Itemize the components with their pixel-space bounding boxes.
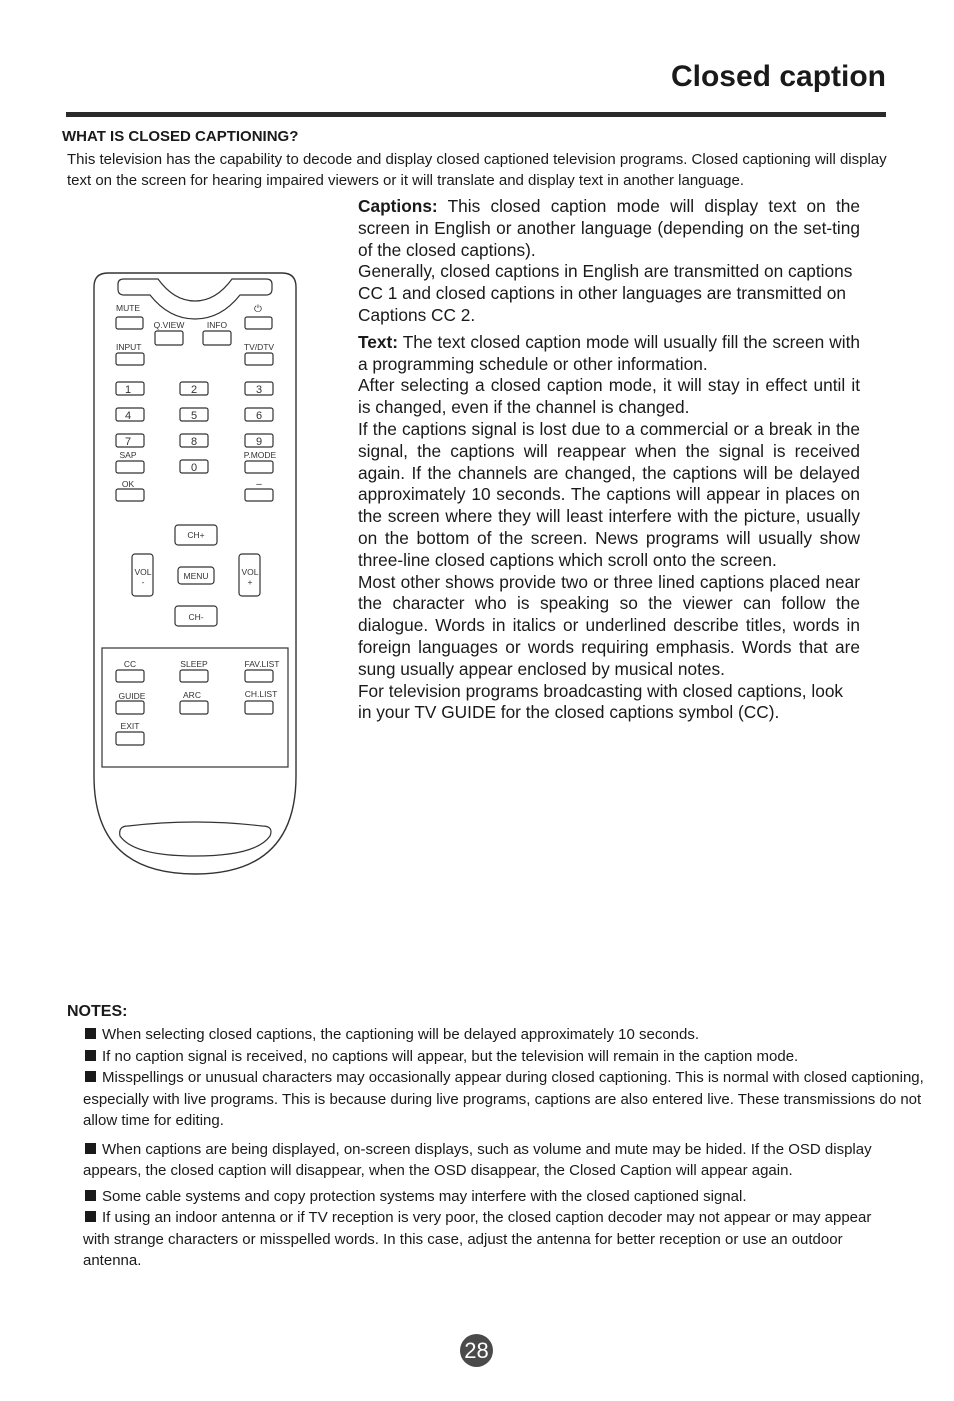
key-1: 1 xyxy=(124,384,132,396)
intro-paragraph: This television has the capability to decode and display closed captioned television programs. Closed captioning will display text on the screen for hearing impaired viewers or it will translate and display text in another language. xyxy=(67,151,887,189)
bullet-icon xyxy=(85,1028,96,1039)
chlist-label: CH.LIST xyxy=(244,689,278,699)
note-text: Misspellings or unusual characters may occasionally appear during closed captioning. This is normal with closed captioning, especially with live programs. This is because during live programs, captions are also entered live. These transmissions do not allow time for editing. xyxy=(83,1069,924,1129)
ch-up-label: CH+ xyxy=(187,530,205,540)
note-item xyxy=(83,1207,883,1272)
key-9: 9 xyxy=(255,436,263,448)
section-heading: WHAT IS CLOSED CAPTIONING? xyxy=(62,128,299,145)
note-text: Some cable systems and copy protection systems may interfere with the closed captioned signal. xyxy=(102,1187,747,1205)
note-item xyxy=(83,1139,933,1182)
caption-modes xyxy=(358,196,860,724)
input-label: INPUT xyxy=(116,342,142,352)
favlist-label: FAV.LIST xyxy=(244,659,280,669)
bullet-icon xyxy=(85,1211,96,1222)
bullet-icon xyxy=(85,1050,96,1061)
dash-label: – xyxy=(256,479,262,490)
title-divider xyxy=(66,112,886,117)
mute-label: MUTE xyxy=(116,303,141,313)
note-item xyxy=(83,1046,933,1068)
key-6: 6 xyxy=(255,410,263,422)
text-label: Text: xyxy=(358,331,399,352)
qview-label: Q.VIEW xyxy=(153,320,185,330)
tvdtv-label: TV/DTV xyxy=(243,342,275,352)
text-paragraph xyxy=(358,332,860,376)
vol-plus-label: VOL xyxy=(241,567,259,577)
captions-text: This closed caption mode will display text on the screen in English or another language (depending on the set-ting of the closed captions). xyxy=(358,196,860,260)
tv-guide-paragraph: For television programs broadcasting with closed captions, look in your TV GUIDE for the closed captions symbol (CC). xyxy=(358,680,844,723)
bullet-icon xyxy=(85,1190,96,1201)
note-text: When captions are being displayed, on-screen displays, such as volume and mute may be hided. If the OSD display appears, the closed caption will disappear, when the OSD disappear, the Closed Caption will appear again. xyxy=(83,1140,872,1179)
notes-list xyxy=(83,1024,933,1272)
key-7: 7 xyxy=(124,436,132,448)
sap-label: SAP xyxy=(119,450,137,460)
note-text: When selecting closed captions, the captioning will be delayed approximately 10 seconds. xyxy=(102,1026,700,1043)
cc-label: CC xyxy=(123,659,137,669)
note-item xyxy=(83,1186,933,1208)
ch-down-label: CH- xyxy=(188,612,204,622)
menu-label: MENU xyxy=(183,571,209,581)
power-icon: ⏻ xyxy=(254,304,262,315)
note-text: If using an indoor antenna or if TV reception is very poor, the closed caption decoder may not appear or may appear with strange characters or misspelled words. In this case, adjust the antenna for better reception or use an outdoor antenna. xyxy=(83,1209,872,1269)
guide-label: GUIDE xyxy=(118,691,146,701)
key-5: 5 xyxy=(190,410,198,422)
pmode-label: P.MODE xyxy=(243,450,277,460)
note-text: If no caption signal is received, no captions will appear, but the television will remain in the caption mode. xyxy=(102,1047,799,1065)
key-0: 0 xyxy=(190,462,198,474)
note-item xyxy=(83,1067,933,1132)
other-shows-paragraph: Most other shows provide two or three lined captions placed near the character who is speaking so the viewer can follow the dialogue. Words in italics or underlined describe titles, words in foreign languages or words requiring emphasis. Words that are sung usually appear enclosed by musical notes. xyxy=(358,571,860,679)
page-number-badge: 28 xyxy=(460,1334,493,1367)
key-8: 8 xyxy=(190,436,198,448)
info-label: INFO xyxy=(206,320,228,330)
vol-minus-label: VOL xyxy=(134,567,152,577)
key-3: 3 xyxy=(255,384,263,396)
text-text: The text closed caption mode will usually fill the screen with a programming schedule or other information. xyxy=(358,331,860,374)
captions-paragraph xyxy=(358,196,860,261)
vol-plus-sign: + xyxy=(247,577,253,587)
exit-label: EXIT xyxy=(120,721,140,731)
bullet-icon xyxy=(85,1071,96,1082)
mode-persist-paragraph: After selecting a closed caption mode, it will stay in effect until it is changed, even if the channel is changed. xyxy=(358,375,860,418)
arc-label: ARC xyxy=(183,690,201,700)
notes-heading: NOTES: xyxy=(67,1003,128,1020)
remote-control-illustration xyxy=(88,270,302,890)
page-title: Closed caption xyxy=(670,60,886,93)
captions-label: Captions: xyxy=(358,196,438,216)
sleep-label: SLEEP xyxy=(180,659,208,669)
key-4: 4 xyxy=(124,410,132,422)
note-item xyxy=(83,1024,933,1046)
key-2: 2 xyxy=(190,384,198,396)
bullet-icon xyxy=(85,1143,96,1154)
signal-lost-paragraph: If the captions signal is lost due to a commercial or a break in the signal, the captions will reappear when the signal is received again. If the channels are changed, the captions will be delayed approximately 10 seconds. The captions will appear in places on the screen where they will least interfere with the picture, usually on the bottom of the screen. News programs will usually show three-line closed captions which scroll onto the screen. xyxy=(358,418,860,570)
ok-label: OK xyxy=(121,479,135,489)
captions-detail: Generally, closed captions in English are transmitted on captions CC 1 and closed captions in other languages are transmitted on Captions CC 2. xyxy=(358,261,853,325)
vol-minus-sign: - xyxy=(141,577,145,587)
